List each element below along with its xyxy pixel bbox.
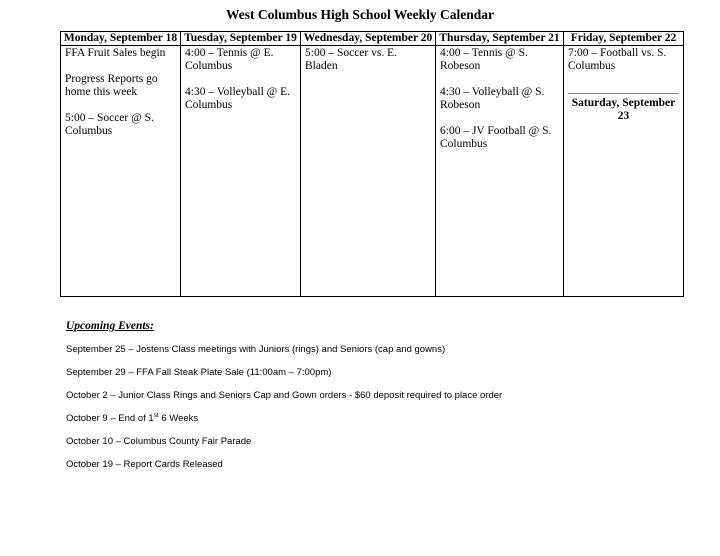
- event-item: October 10 – Columbus County Fair Parade: [66, 436, 252, 447]
- day-cell-tuesday: [181, 46, 301, 297]
- event-text: 6 Weeks: [158, 413, 199, 424]
- day-header-wednesday: Wednesday, September 20: [301, 32, 436, 46]
- calendar-entry: Progress Reports go home this week: [65, 73, 158, 98]
- calendar-entry: 5:00 – Soccer vs. E. Bladen: [305, 47, 397, 72]
- calendar-entry: 4:30 – Volleyball @ S. Robeson: [440, 86, 545, 111]
- upcoming-events-list: [66, 343, 706, 481]
- day-cell-friday: [564, 46, 684, 297]
- day-header-monday: Monday, September 18: [61, 32, 181, 46]
- calendar-entry: 4:00 – Tennis @ E. Columbus: [185, 47, 274, 72]
- calendar-title: West Columbus High School Weekly Calendar: [226, 7, 494, 22]
- event-item: October 2 – Junior Class Rings and Seniors Cap and Gown orders - $60 deposit required to place order: [66, 390, 503, 401]
- saturday-section: [568, 93, 679, 123]
- weekly-calendar-table: [60, 31, 684, 297]
- calendar-entry: 4:30 – Volleyball @ E. Columbus: [185, 86, 291, 111]
- event-text: October 9 – End of 1: [66, 413, 154, 424]
- calendar-entry: 7:00 – Football vs. S. Columbus: [568, 47, 667, 72]
- calendar-entry: FFA Fruit Sales begin: [65, 47, 166, 59]
- event-item: October 19 – Report Cards Released: [66, 459, 223, 470]
- day-cell-thursday: [436, 46, 564, 297]
- day-cell-wednesday: [301, 46, 436, 297]
- event-item: September 25 – Jostens Class meetings with Juniors (rings) and Seniors (cap and gowns): [66, 344, 446, 355]
- day-header-row: [61, 32, 684, 46]
- calendar-entry: 6:00 – JV Football @ S. Columbus: [440, 125, 552, 150]
- upcoming-events-heading: Upcoming Events:: [66, 320, 154, 332]
- day-header-tuesday: Tuesday, September 19: [181, 32, 301, 46]
- day-header-friday: Friday, September 22: [564, 32, 684, 46]
- calendar-entry: 5:00 – Soccer @ S. Columbus: [65, 112, 154, 137]
- ordinal-suffix: st: [153, 411, 159, 419]
- day-entries-row: [61, 46, 684, 297]
- event-item: September 29 – FFA Fall Steak Plate Sale (11:00am – 7:00pm): [66, 367, 332, 378]
- event-item: [66, 412, 706, 435]
- day-cell-monday: [61, 46, 181, 297]
- day-header-thursday: Thursday, September 21: [436, 32, 564, 46]
- calendar-entry: 4:00 – Tennis @ S. Robeson: [440, 47, 528, 72]
- day-header-saturday: Saturday, September 23: [571, 97, 676, 122]
